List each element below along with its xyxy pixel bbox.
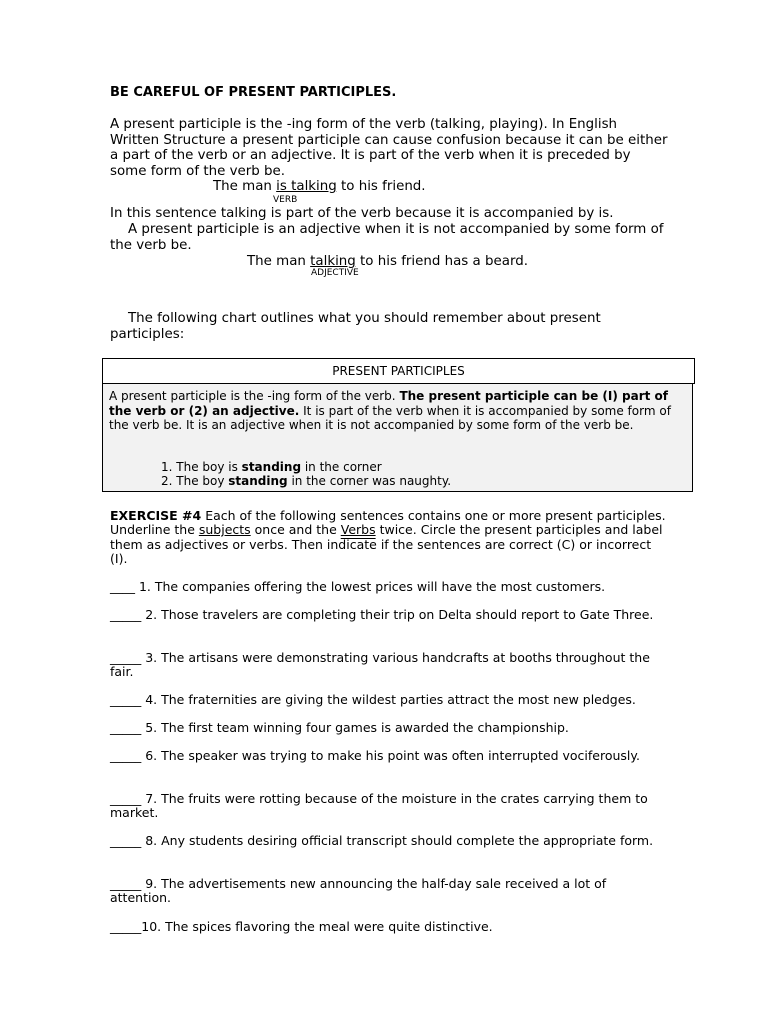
example-text: The man: [213, 179, 277, 194]
exercise-item-2: _____ 2. Those travelers are completing their trip on Delta should report to Gate Three.: [110, 607, 654, 622]
chart-bold-text: The present participle can be (I) part of the verb or (2) an adjective.: [109, 389, 669, 418]
exercise-label: EXERCISE #4: [110, 508, 202, 523]
exercise-item-7: _____ 7. The fruits were rotting because of the moisture in the crates carrying them to market.: [110, 791, 648, 821]
exercise-item-10: _____10. The spices flavoring the meal were quite distinctive.: [110, 919, 493, 934]
exercise-item-8: _____ 8. Any students desiring official transcript should complete the appropriate form.: [110, 833, 654, 848]
example-text: The man: [247, 254, 311, 269]
example-bold: standing: [228, 474, 288, 488]
example-text: 1. The boy is: [161, 460, 242, 474]
instruction-text: twice. Circle the present participles and label them as adjectives or verbs. Then indicate if the sentences are correct (C) or incorrect (I).: [110, 522, 663, 567]
chart-body: [102, 383, 693, 492]
chart-text: A present participle is the -ing form of the verb.: [109, 389, 400, 403]
exercise-instructions: [110, 509, 666, 567]
exercise-item-1: ____ 1. The companies offering the lowest prices will have the most customers.: [110, 579, 606, 594]
verbs-word: Verbs: [340, 522, 376, 538]
chart-text: It is part of the verb when it is accompanied by some form of the verb be. It is an adjective when it is not accompanied by some form of the verb be.: [109, 403, 671, 432]
exercise-item-9: _____ 9. The advertisements new announcing the half-day sale received a lot of attention.: [110, 876, 607, 906]
example-text: to his friend has a beard.: [355, 254, 528, 269]
instruction-text: Each of the following sentences contains one or more present participles. Underline the: [110, 508, 666, 538]
chart-description: [109, 389, 685, 433]
subjects-word: subjects: [198, 522, 251, 538]
chart-intro: The following chart outlines what you should remember about present participles:: [110, 311, 601, 342]
explanation-verb: In this sentence talking is part of the verb because it is accompanied by is.: [110, 206, 614, 221]
example-text: to his friend.: [336, 179, 426, 194]
example-sentence-verb: [213, 179, 426, 194]
underlined-verb: is talking: [276, 179, 337, 194]
explanation-adjective: A present participle is an adjective when it is not accompanied by some form of the verb be.: [110, 222, 664, 253]
instruction-text: once and the: [250, 522, 341, 538]
example-bold: standing: [241, 460, 302, 474]
chart-example-1: [161, 460, 451, 474]
example-text: in the corner was naughty.: [287, 474, 452, 488]
chart-examples: [161, 460, 451, 488]
verb-label: VERB: [273, 195, 298, 205]
chart-example-2: [161, 474, 451, 488]
underlined-adjective: talking: [310, 254, 356, 269]
exercise-item-5: _____ 5. The first team winning four games is awarded the championship.: [110, 720, 569, 735]
example-sentence-adjective: [247, 254, 528, 269]
exercise-item-4: _____ 4. The fraternities are giving the wildest parties attract the most new pledges.: [110, 692, 636, 707]
example-text: in the corner: [301, 460, 382, 474]
adjective-label: ADJECTIVE: [311, 268, 359, 278]
example-text: 2. The boy: [161, 474, 229, 488]
exercise-item-6: _____ 6. The speaker was trying to make his point was often interrupted vociferously.: [110, 748, 640, 763]
intro-paragraph: A present participle is the -ing form of the verb (talking, playing). In English Written Structure a present participle can cause confusion because it can be either a part of the verb or an adjective. It is part of the verb when it is preceded by some form of the verb be.: [110, 117, 668, 179]
exercise-item-3: _____ 3. The artisans were demonstrating various handcrafts at booths throughout the fair.: [110, 650, 650, 680]
page-title: BE CAREFUL OF PRESENT PARTICIPLES.: [110, 85, 397, 100]
chart-header: PRESENT PARTICIPLES: [102, 358, 695, 384]
